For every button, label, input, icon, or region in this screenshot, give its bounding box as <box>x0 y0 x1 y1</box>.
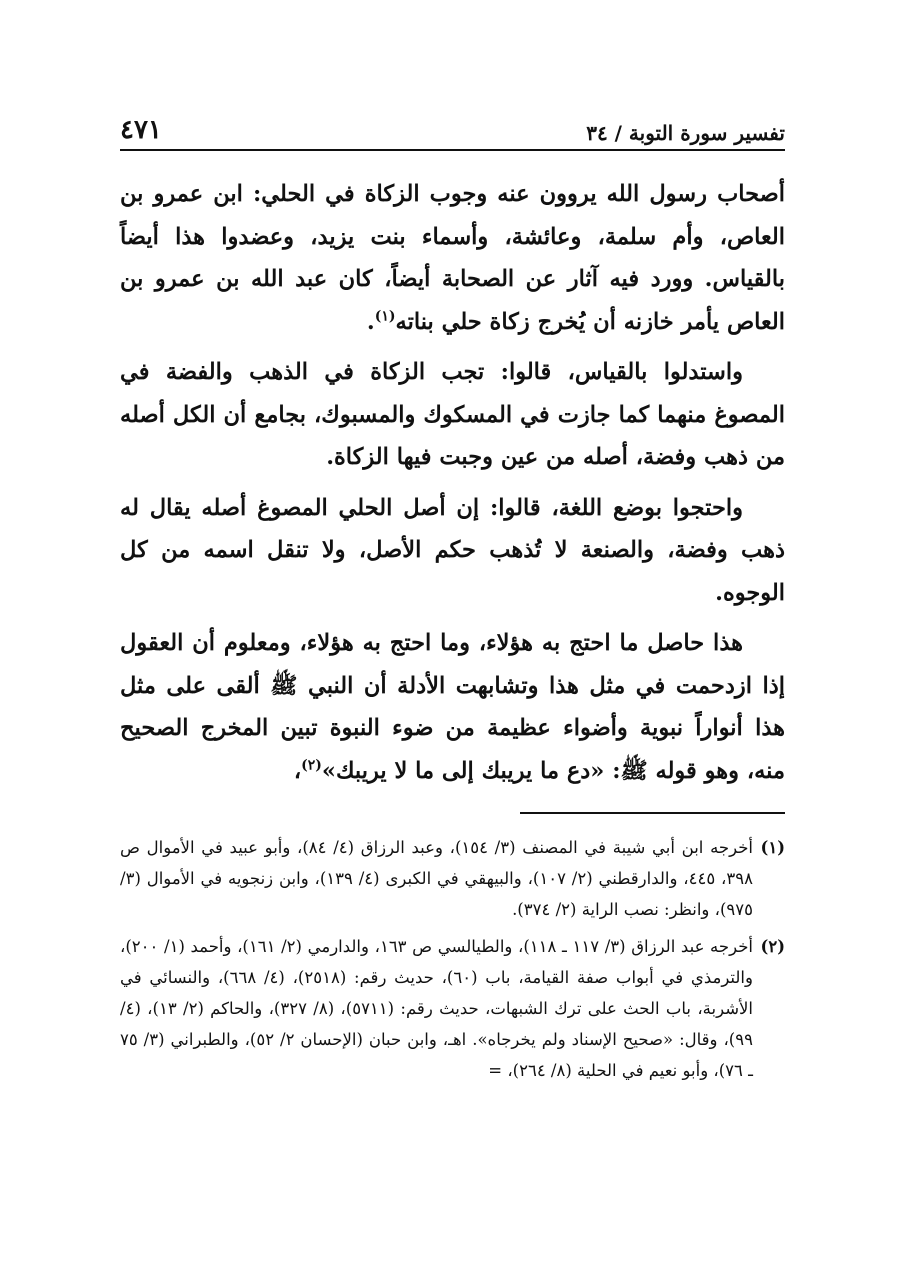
footnote-number: (٢) <box>760 937 785 956</box>
paragraph-3: واحتجوا بوضع اللغة، قالوا: إن أصل الحلي المصوغ أصله يقال له ذهب وفضة، والصنعة لا تُذهب حكم الأصل، ولا تنقل اسمه من كل الوجوه. <box>120 494 785 606</box>
footnote-ref-1[interactable]: (١) <box>374 308 396 324</box>
footnotes <box>120 832 785 1086</box>
paragraph-1-text: أصحاب رسول الله يروون عنه وجوب الزكاة في الحلي: ابن عمرو بن العاص، وأم سلمة، وعائشة، وأسماء بنت يزيد، وعضدوا هذا أيضاً بالقياس. وورد فيه آثار عن الصحابة أيضاً، كان عبد الله بن عمرو بن العاص يأمر خازنه أن يُخرج زكاة حلي بناته <box>120 181 785 335</box>
footnote-text: أخرجه عبد الرزاق (٣/ ١١٧ ـ ١١٨)، والطيالسي ص ١٦٣، والدارمي (٢/ ١٦١)، وأحمد (١/ ٢٠٠)، والترمذي في أبواب صفة القيامة، باب (٦٠)، حديث رقم: (٢٥١٨)، (٤/ ٦٦٨)، والنسائي في الأشربة، باب الحث على ترك الشبهات، حديث رقم: (٥٧١١)، (٨/ ٣٢٧)، والحاكم (٢/ ١٣)، (٤/ ٩٩)، وقال: «صحيح الإسناد ولم يخرجاه». اهـ، وابن حبان (الإحسان ٢/ ٥٢)، والطبراني (٣/ ٧٥ ـ ٧٦)، وأبو نعيم في الحلية (٨/ ٢٦٤)، = <box>120 937 754 1080</box>
footnote-1 <box>120 832 785 925</box>
page-header <box>120 105 785 151</box>
running-title: تفسير سورة التوبة / ٣٤ <box>586 121 785 145</box>
paragraph-4 <box>120 622 785 792</box>
page-number: ٤٧١ <box>120 115 162 145</box>
footnote-separator <box>520 812 785 814</box>
paragraph-1 <box>120 173 785 343</box>
footnote-2 <box>120 931 785 1086</box>
footnote-text: أخرجه ابن أبي شيبة في المصنف (٣/ ١٥٤)، وعبد الرزاق (٤/ ٨٤)، وأبو عبيد في الأموال ص ٣٩٨، ٤٤٥، والدارقطني (٢/ ١٠٧)، والبيهقي في الكبرى (٤/ ١٣٩)، وابن زنجويه في الأموال (٣/ ٩٧٥)، وانظر: نصب الراية (٢/ ٣٧٤). <box>120 838 754 919</box>
footnote-ref-2[interactable]: (٢) <box>301 757 322 773</box>
main-text <box>120 173 785 792</box>
footnote-number: (١) <box>760 838 785 857</box>
book-page <box>120 105 785 1092</box>
paragraph-4-end: ، <box>293 757 302 784</box>
hadith-quote: «دع ما يريبك إلى ما لا يريبك» <box>321 757 605 784</box>
paragraph-1-end: . <box>366 308 375 335</box>
paragraph-4-text: هذا حاصل ما احتج به هؤلاء، وما احتج به هؤلاء، ومعلوم أن العقول إذا ازدحمت في مثل هذا وتشابهت الأدلة أن النبي ﷺ ألقى على مثل هذا أنواراً نبوية وأضواء عظيمة من ضوء النبوة تبين المخرج الصحيح منه، وهو قوله ﷺ: <box>120 630 785 784</box>
paragraph-2: واستدلوا بالقياس، قالوا: تجب الزكاة في الذهب والفضة في المصوغ منهما كما جازت في المسكوك والمسبوك، بجامع أن الكل أصله من ذهب وفضة، أصله من عين وجبت فيها الزكاة. <box>120 359 785 470</box>
